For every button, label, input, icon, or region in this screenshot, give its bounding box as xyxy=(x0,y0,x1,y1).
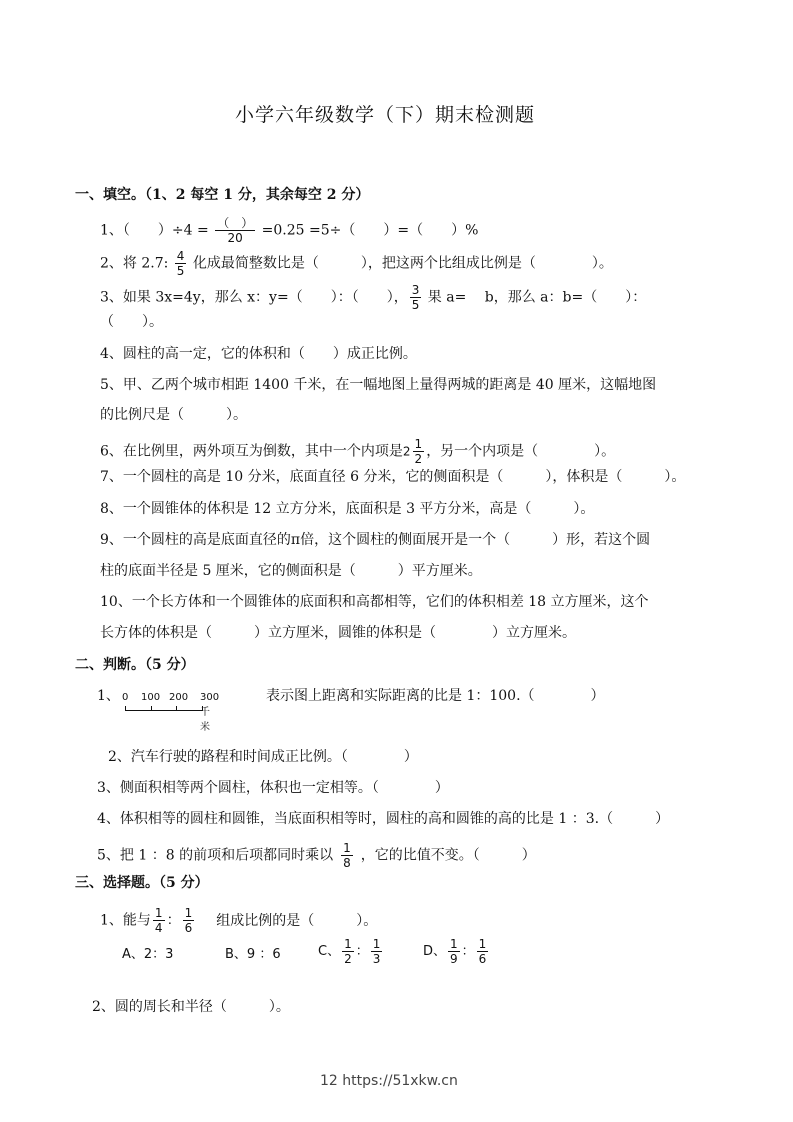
fraction-numerator: 1 xyxy=(372,937,381,951)
q1-2-text-a: 2、将 2.7: xyxy=(100,255,173,272)
question-1-6 xyxy=(100,437,615,466)
option-c-fraction-2 xyxy=(371,937,383,966)
question-2-5 xyxy=(97,841,536,870)
q2-5-fraction xyxy=(341,841,353,870)
question-2-4: 4、体积相等的圆柱和圆锥，当底面积相等时，圆柱的高和圆锥的高的比是 1 ：3.（ ） xyxy=(97,811,670,827)
q1-1-text-a: 1、（ ）÷4 = xyxy=(100,222,214,239)
question-2-1-text: 表示图上距离和实际距离的比是 1：100.（ ） xyxy=(266,688,605,704)
q3-1-fraction-1 xyxy=(153,906,165,935)
q1-6-text-a: 6、在比例里，两外项互为倒数，其中一个内项是 xyxy=(100,443,403,460)
option-d-fraction-2 xyxy=(477,937,489,966)
question-1-3 xyxy=(100,283,646,312)
q1-6-mixed-whole: 2 xyxy=(402,444,411,459)
question-1-3-cont: （ ）。 xyxy=(100,314,163,330)
question-1-5-line-1: 5、甲、乙两个城市相距 1400 千米，在一幅地图上量得两城的距离是 40 厘米，这幅地图 xyxy=(100,377,657,393)
question-1-10-line-2: 长方体的体积是（ ）立方厘米，圆锥的体积是（ ）立方厘米。 xyxy=(100,625,576,641)
page-footer: 12 https://51xkw.cn xyxy=(320,1073,458,1089)
fraction-denominator: 5 xyxy=(411,298,420,312)
q1-1-text-b: =0.25 =5÷（ ）=（ ）% xyxy=(257,222,479,239)
q1-2-text-b: 化成最简整数比是（ ），把这两个比组成比例是（ ）。 xyxy=(188,255,613,272)
question-1-8: 8、一个圆锥体的体积是 12 立方分米，底面积是 3 平方分米，高是（ ）。 xyxy=(100,501,595,517)
question-2-1-number: 1、 xyxy=(97,688,120,704)
question-1-9-line-1: 9、一个圆柱的高是底面直径的π倍，这个圆柱的侧面展开是一个（ ）形，若这个圆 xyxy=(100,532,651,548)
section-2-heading: 二、判断。（5 分） xyxy=(75,657,195,673)
question-1-10-line-1: 10、一个长方体和一个圆锥体的底面积和高都相等，它们的体积相差 18 立方厘米，这个 xyxy=(100,594,649,610)
q3-1-fraction-2 xyxy=(183,906,195,935)
scale-tick-label: 0 xyxy=(122,692,129,703)
scale-segment xyxy=(125,706,177,711)
page-title: 小学六年级数学（下）期末检测题 xyxy=(235,104,536,126)
q2-5-text-b: ，它的比值不变。（ ） xyxy=(360,847,536,864)
q1-2-fraction xyxy=(175,249,187,278)
question-3-1 xyxy=(100,906,377,935)
fraction-numerator: 1 xyxy=(343,841,351,855)
question-3-2: 2、圆的周长和半径（ ）。 xyxy=(92,999,290,1015)
fraction-denominator: 6 xyxy=(184,921,193,935)
fraction-denominator: 3 xyxy=(372,952,381,966)
fraction-denominator: 9 xyxy=(450,952,458,966)
q1-3-fraction xyxy=(410,283,422,312)
fraction-numerator: 1 xyxy=(184,906,193,920)
q1-3-text-b: 果 a= b，那么 a：b=（ ）： xyxy=(423,289,647,306)
fraction-denominator: 20 xyxy=(227,231,243,245)
question-1-9-line-2: 柱的底面半径是 5 厘米，它的侧面积是（ ）平方厘米。 xyxy=(100,563,482,579)
fraction-denominator: 5 xyxy=(176,264,185,278)
question-1-1 xyxy=(100,216,478,245)
q1-6-fraction xyxy=(413,437,425,466)
section-1-heading: 一、填空。（1、2 每空 1 分，其余每空 2 分） xyxy=(75,187,370,203)
scale-tick-label: 300千米 xyxy=(200,692,220,733)
fraction-numerator: 1 xyxy=(344,937,352,951)
option-c-fraction-1 xyxy=(342,937,354,966)
fraction-denominator: 6 xyxy=(478,952,487,966)
fraction-numerator: 4 xyxy=(176,249,185,263)
map-scale-bar xyxy=(122,692,220,733)
question-2-2: 2、汽车行驶的路程和时间成正比例。（ ） xyxy=(108,749,418,765)
question-1-5-line-2: 的比例尺是（ ）。 xyxy=(100,407,247,423)
q1-3-text-a: 3、如果 3x=4y，那么 x：y=（ ）：（ ）， xyxy=(100,289,408,306)
ratio-colon: ： xyxy=(355,944,369,959)
fraction-numerator: （ ） xyxy=(217,216,254,230)
fraction-denominator: 2 xyxy=(344,952,352,966)
option-c[interactable] xyxy=(318,937,384,966)
scale-tick-label: 100 xyxy=(141,692,161,703)
q1-6-text-b: ，另一个内项是（ ）。 xyxy=(426,443,616,460)
ratio-colon: ： xyxy=(461,944,475,959)
option-d[interactable] xyxy=(423,937,490,966)
q3-1-text-a: 1、能与 xyxy=(100,912,151,929)
ratio-colon: ： xyxy=(166,912,181,929)
question-1-4: 4、圆柱的高一定，它的体积和（ ）成正比例。 xyxy=(100,346,417,362)
question-1-2 xyxy=(100,249,613,278)
fraction-numerator: 1 xyxy=(154,906,163,920)
scale-tick-label: 200 xyxy=(169,692,189,703)
option-d-fraction-1 xyxy=(448,937,460,966)
q2-5-text-a: 5、把 1 ：8 的前项和后项都同时乘以 xyxy=(97,847,334,864)
option-a[interactable]: A、2：3 xyxy=(122,947,174,962)
q3-1-text-b: 组成比例的是（ ）。 xyxy=(216,912,378,929)
fraction-denominator: 8 xyxy=(343,856,351,870)
option-b[interactable]: B、9 ：6 xyxy=(225,947,281,962)
section-3-heading: 三、选择题。（5 分） xyxy=(75,875,209,891)
option-d-label: D、 xyxy=(423,944,447,959)
fraction-numerator: 1 xyxy=(414,437,423,451)
fraction-numerator: 3 xyxy=(411,283,420,297)
option-c-label: C、 xyxy=(318,944,341,959)
fraction-denominator: 4 xyxy=(154,921,163,935)
question-1-7: 7、一个圆柱的高是 10 分米，底面直径 6 分米，它的侧面积是（ ），体积是（ ）。 xyxy=(100,469,686,485)
fraction-numerator: 1 xyxy=(478,937,487,951)
fraction-numerator: 1 xyxy=(450,937,458,951)
fraction-denominator: 2 xyxy=(414,452,423,466)
q1-1-fraction xyxy=(215,216,255,245)
question-2-3: 3、侧面积相等两个圆柱，体积也一定相等。（ ） xyxy=(97,780,449,796)
